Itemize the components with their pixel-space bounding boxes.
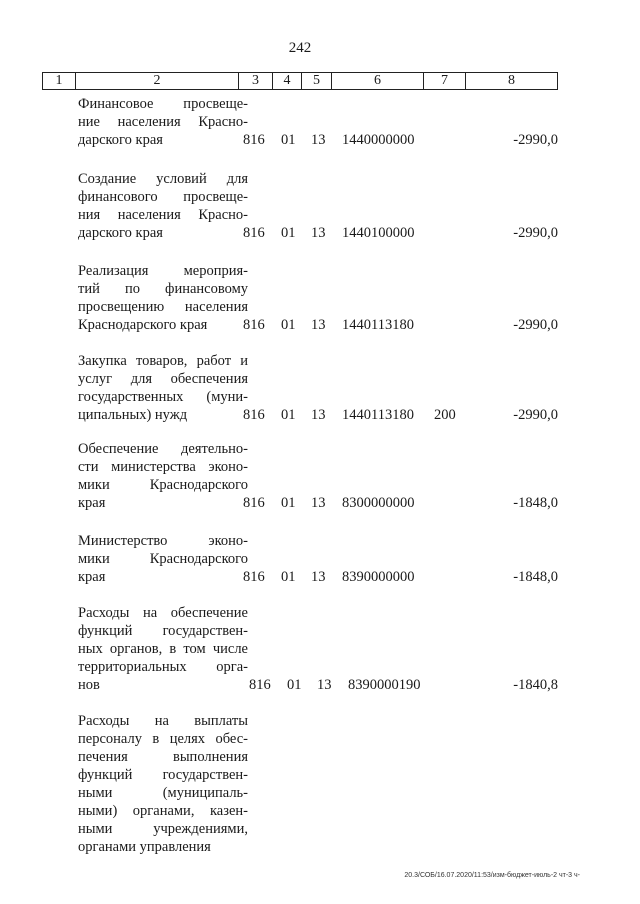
row-c8-value: -2990,0: [513, 132, 558, 148]
row-description: [78, 352, 248, 424]
row-description-line: ными (муниципаль-: [78, 785, 248, 801]
row-description-line: персоналу в целях обес-: [78, 731, 248, 747]
row-c5-value: 13: [311, 225, 326, 241]
row-description-line: дарского края: [78, 132, 163, 148]
row-description-line: печения выполнения: [78, 749, 248, 765]
row-c4-value: 01: [281, 225, 296, 241]
row-description-line: Реализация мероприя-: [78, 263, 248, 279]
row-c6-value: 8300000000: [342, 495, 415, 511]
row-description: [78, 262, 248, 334]
row-description-line: ными) органами, казен-: [78, 803, 248, 819]
row-description-line: нов: [78, 677, 100, 693]
row-c4-value: 01: [287, 677, 302, 693]
row-description-line: ния населения Красно-: [78, 207, 248, 223]
column-header-8: 8: [466, 73, 558, 90]
row-c8-value: -1848,0: [513, 569, 558, 585]
row-description-line: функций государствен-: [78, 623, 248, 639]
column-header-6: 6: [332, 73, 424, 90]
row-c6-value: 1440000000: [342, 132, 415, 148]
row-c6-value: 8390000000: [342, 569, 415, 585]
row-c4-value: 01: [281, 317, 296, 333]
row-c6-value: 1440100000: [342, 225, 415, 241]
column-header-table: [42, 72, 558, 90]
row-description-line: территориальных орга-: [78, 659, 248, 675]
row-c3-value: 816: [243, 225, 265, 241]
row-description-line: Обеспечение деятельно-: [78, 441, 248, 457]
row-c5-value: 13: [311, 569, 326, 585]
row-description-line: Краснодарского края: [78, 317, 208, 333]
row-description: [78, 532, 248, 586]
row-description-line: Финансовое просвеще-: [78, 96, 248, 112]
row-description-line: края: [78, 569, 106, 585]
row-description-line: мики Краснодарского: [78, 477, 248, 493]
row-c7-value: 200: [434, 407, 456, 423]
column-header-2: 2: [76, 73, 239, 90]
row-c5-value: 13: [311, 132, 326, 148]
row-c3-value: 816: [243, 132, 265, 148]
row-description-line: государственных (муни-: [78, 389, 248, 405]
row-c8-value: -1840,8: [513, 677, 558, 693]
row-description-line: дарского края: [78, 225, 163, 241]
row-c3-value: 816: [243, 317, 265, 333]
row-description-line: функций государствен-: [78, 767, 248, 783]
row-c8-value: -1848,0: [513, 495, 558, 511]
row-c4-value: 01: [281, 569, 296, 585]
page-number: 242: [288, 40, 312, 56]
row-c3-value: 816: [243, 569, 265, 585]
row-description-line: органами управления: [78, 839, 211, 855]
row-c4-value: 01: [281, 132, 296, 148]
row-c6-value: 1440113180: [342, 317, 414, 333]
row-c6-value: 8390000190: [348, 677, 421, 693]
row-description: [78, 712, 248, 856]
row-c8-value: -2990,0: [513, 317, 558, 333]
row-description: [78, 95, 248, 149]
row-c8-value: -2990,0: [513, 407, 558, 423]
row-c5-value: 13: [311, 317, 326, 333]
row-description-line: просвещению населения: [78, 299, 248, 315]
column-header-4: 4: [273, 73, 302, 90]
column-header-row: [43, 73, 558, 90]
row-c6-value: 1440113180: [342, 407, 414, 423]
row-description: [78, 170, 248, 242]
row-description-line: Расходы на выплаты: [78, 713, 248, 729]
row-description-line: Расходы на обеспечение: [78, 605, 248, 621]
row-c4-value: 01: [281, 407, 296, 423]
row-c5-value: 13: [317, 677, 332, 693]
row-c3-value: 816: [249, 677, 271, 693]
row-c3-value: 816: [243, 495, 265, 511]
column-header-1: 1: [43, 73, 76, 90]
row-description-line: мики Краснодарского: [78, 551, 248, 567]
row-c5-value: 13: [311, 495, 326, 511]
row-description-line: Министерство эконо-: [78, 533, 248, 549]
row-description-line: тий по финансовому: [78, 281, 248, 297]
row-description-line: ние населения Красно-: [78, 114, 248, 130]
footer-file-stamp: 20.3/СОБ/16.07.2020/11:53/изм-бюджет-июль-2 чт-3 ч-: [404, 872, 580, 879]
row-description-line: сти министерства эконо-: [78, 459, 248, 475]
row-c3-value: 816: [243, 407, 265, 423]
row-description-line: услуг для обеспечения: [78, 371, 248, 387]
row-description-line: Создание условий для: [78, 171, 248, 187]
row-description: [78, 440, 248, 512]
row-description-line: края: [78, 495, 106, 511]
row-description-line: ными учреждениями,: [78, 821, 248, 837]
row-c4-value: 01: [281, 495, 296, 511]
row-description-line: Закупка товаров, работ и: [78, 353, 248, 369]
row-c8-value: -2990,0: [513, 225, 558, 241]
row-description-line: финансового просвеще-: [78, 189, 248, 205]
column-header-3: 3: [239, 73, 273, 90]
row-c5-value: 13: [311, 407, 326, 423]
row-description: [78, 604, 248, 694]
column-header-7: 7: [424, 73, 466, 90]
column-header-5: 5: [302, 73, 332, 90]
row-description-line: ных органов, в том числе: [78, 641, 248, 657]
row-description-line: ципальных) нужд: [78, 407, 188, 423]
